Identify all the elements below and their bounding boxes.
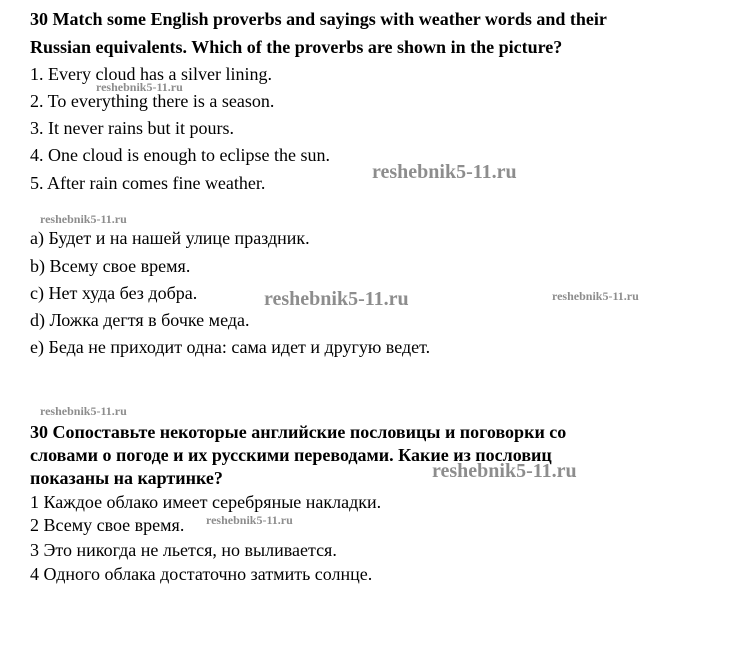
watermark-text: reshebnik5-11.ru [432, 460, 577, 482]
watermark-text: reshebnik5-11.ru [96, 80, 183, 94]
equivalent-item: e) Беда не приходит одна: сама идет и другую ведет. [30, 337, 431, 357]
watermark-text: reshebnik5-11.ru [372, 161, 517, 183]
equivalent-item: c) Нет худа без добра. [30, 283, 198, 303]
equivalent-item: a) Будет и на нашей улице праздник. [30, 228, 310, 248]
translation-item: 2 Всему свое время. [30, 515, 185, 535]
translation-item: 3 Это никогда не льется, но выливается. [30, 540, 337, 560]
task-heading-line-1: 30 Match some English proverbs and sayings with weather words and their [30, 9, 607, 29]
translated-heading-line-2: словами о погоде и их русскими переводами. Какие из пословиц [30, 445, 552, 465]
proverb-item: 3. It never rains but it pours. [30, 118, 234, 138]
proverb-item: 2. To everything there is a season. [30, 91, 275, 111]
proverb-item: 5. After rain comes fine weather. [30, 173, 266, 193]
proverb-item: 1. Every cloud has a silver lining. [30, 64, 272, 84]
watermark-text: reshebnik5-11.ru [40, 212, 127, 226]
watermark-text: reshebnik5-11.ru [40, 404, 127, 418]
watermark-text: reshebnik5-11.ru [264, 288, 409, 310]
watermark-text: reshebnik5-11.ru [552, 289, 639, 303]
task-heading-line-2: Russian equivalents. Which of the proverbs are shown in the picture? [30, 37, 563, 57]
translation-item: 1 Каждое облако имеет серебряные накладки. [30, 492, 382, 512]
translated-heading-line-1: 30 Сопоставьте некоторые английские пословицы и поговорки со [30, 422, 567, 442]
equivalent-item: d) Ложка дегтя в бочке меда. [30, 310, 250, 330]
watermark-text: reshebnik5-11.ru [206, 513, 293, 527]
translated-heading-line-3: показаны на картинке? [30, 468, 223, 488]
translation-item: 4 Одного облака достаточно затмить солнце. [30, 564, 373, 584]
equivalent-item: b) Всему свое время. [30, 256, 191, 276]
proverb-item: 4. One cloud is enough to eclipse the sun. [30, 145, 330, 165]
